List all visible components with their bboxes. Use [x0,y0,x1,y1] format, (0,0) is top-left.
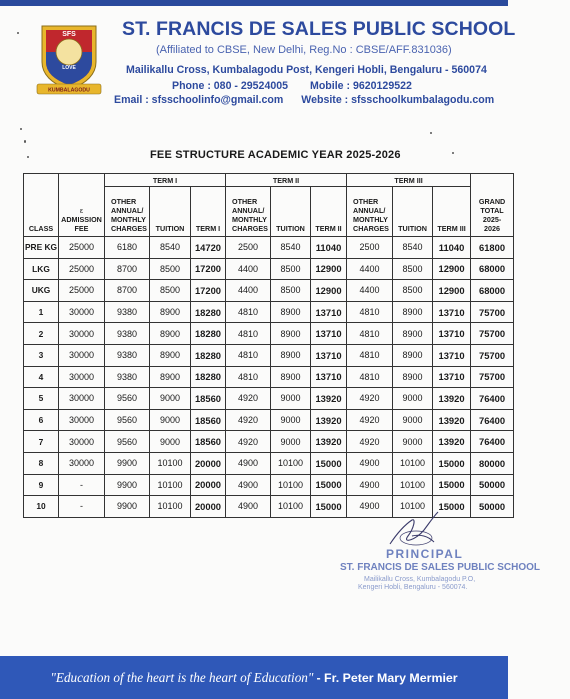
school-address: Mailikallu Cross, Kumbalagodu Post, Kengeri Hobli, Bengaluru - 560074 [126,64,487,76]
table-row [24,474,514,496]
class-cell: PRE KG [24,237,59,259]
fee-cell: 75700 [471,323,514,345]
table-row [24,258,514,280]
fee-cell: 8900 [393,301,433,323]
fee-label: FEE [74,224,89,233]
fee-cell: 9900 [105,452,150,474]
other-l3: MONTHLY [111,215,146,224]
class-cell: 1 [24,301,59,323]
class-cell: UKG [24,280,59,302]
fee-cell: 68000 [471,280,514,302]
fee-cell: 9560 [105,388,150,410]
fee-cell: 18280 [191,344,226,366]
fee-cell: 4920 [347,409,393,431]
table-row [24,237,514,259]
fee-cell: 8500 [271,280,311,302]
fee-cell: 11040 [311,237,347,259]
fee-cell: 4810 [347,323,393,345]
stamp-address-line2: Kengeri Hobli, Bengaluru - 560074. [358,584,468,591]
fee-cell: 9000 [393,431,433,453]
other-l1: OTHER [111,197,137,206]
fee-cell: 8500 [271,258,311,280]
fee-cell: 4920 [226,388,271,410]
fee-cell: 18280 [191,366,226,388]
term3-group-header: TERM III [347,174,471,187]
fee-cell: 13710 [433,301,471,323]
year-label-1: 2025- [482,215,502,224]
other-l3: MONTHLY [353,215,388,224]
fee-cell: 8900 [271,323,311,345]
fee-cell: 8700 [105,258,150,280]
fee-cell: 13710 [311,301,347,323]
fee-cell: 80000 [471,452,514,474]
fee-cell: 13710 [311,366,347,388]
table-row [24,280,514,302]
other-l2: ANNUAL/ [111,206,144,215]
fee-cell: 8500 [393,280,433,302]
fee-cell: 8900 [393,323,433,345]
fee-cell: 18560 [191,431,226,453]
table-row [24,344,514,366]
admission-label: ADMISSION [61,215,102,224]
fee-cell: 13710 [311,323,347,345]
class-cell: 2 [24,323,59,345]
fee-cell: 10100 [271,496,311,518]
fee-cell: 25000 [59,258,105,280]
fee-cell: 4920 [226,431,271,453]
fee-cell: 8540 [393,237,433,259]
table-row [24,409,514,431]
top-rule [0,0,508,6]
fee-cell: 15000 [311,496,347,518]
phone-number: Phone : 080 - 29524005 [172,80,289,92]
logo-banner: KUMBALAGODU [48,87,90,94]
fee-cell: 4920 [347,431,393,453]
term-header-row [24,174,514,187]
fee-cell: 30000 [59,409,105,431]
fee-cell: 9380 [105,323,150,345]
tuition-header-t2: TUITION [271,187,311,237]
fee-cell: 68000 [471,258,514,280]
fee-cell: 76400 [471,388,514,410]
other-l2: ANNUAL/ [353,206,386,215]
fee-cell: 8900 [393,344,433,366]
document-title: FEE STRUCTURE ACADEMIC YEAR 2025-2026 [150,149,401,161]
fee-cell: 4920 [347,388,393,410]
term1-group-header: TERM I [105,174,226,187]
total-label: TOTAL [480,206,504,215]
class-cell: 5 [24,388,59,410]
fee-cell: 9000 [271,388,311,410]
fee-cell: 13710 [433,366,471,388]
fee-cell: 18280 [191,323,226,345]
fee-cell: 30000 [59,388,105,410]
other-charges-header-t3 [347,187,393,237]
fee-cell: 61800 [471,237,514,259]
fee-cell: - [59,496,105,518]
fee-cell: 4400 [226,258,271,280]
fee-cell: 13710 [433,323,471,345]
fee-cell: 15000 [311,452,347,474]
fee-cell: 9000 [271,431,311,453]
fee-cell: 4900 [347,474,393,496]
footer-author: - Fr. Peter Mary Mermier [316,670,458,685]
fee-cell: 8700 [105,280,150,302]
other-l4: CHARGES [353,224,389,233]
grand-total-header [471,174,514,237]
table-row [24,388,514,410]
fee-cell: 6180 [105,237,150,259]
fee-cell: 14720 [191,237,226,259]
fee-cell: 9900 [105,474,150,496]
other-l4: CHARGES [232,224,268,233]
term1-total-header: TERM I [191,187,226,237]
fee-cell: 17200 [191,258,226,280]
fee-cell: 18560 [191,388,226,410]
term2-total-header: TERM II [311,187,347,237]
fee-cell: 8900 [271,344,311,366]
fee-cell: 12900 [311,280,347,302]
fee-cell: 4900 [226,452,271,474]
fee-cell: 20000 [191,452,226,474]
mobile-number: Mobile : 9620129522 [310,80,412,92]
fee-cell: 9000 [150,431,191,453]
fee-cell: 4810 [347,301,393,323]
fee-cell: 4900 [226,474,271,496]
fee-cell: 8900 [150,366,191,388]
fee-cell: 8900 [271,301,311,323]
affiliation: (Affiliated to CBSE, New Delhi, Reg.No : CBSE/AFF.831036) [156,44,452,56]
fee-cell: 15000 [311,474,347,496]
fee-cell: 30000 [59,431,105,453]
footer-quote: "Education of the heart is the heart of Education" [50,669,314,685]
admission-fee-header [59,174,105,237]
fee-cell: 13710 [311,344,347,366]
table-row [24,366,514,388]
fee-cell: 13920 [311,388,347,410]
fee-cell: 4810 [226,344,271,366]
fee-cell: 8900 [271,366,311,388]
fee-cell: 4810 [226,323,271,345]
fee-cell: 75700 [471,344,514,366]
class-cell: 6 [24,409,59,431]
fee-cell: 10100 [393,496,433,518]
table-row [24,431,514,453]
table-row [24,323,514,345]
fee-cell: 8900 [150,344,191,366]
tuition-header-t1: TUITION [150,187,191,237]
other-l1: OTHER [232,197,258,206]
fee-cell: 13920 [311,431,347,453]
fee-cell: 4400 [347,280,393,302]
fee-cell: 10100 [150,452,191,474]
fee-cell: 30000 [59,366,105,388]
fee-cell: 13710 [433,344,471,366]
other-charges-header-t2 [226,187,271,237]
fee-cell: 4810 [226,301,271,323]
fee-cell: 10100 [271,452,311,474]
class-cell: 3 [24,344,59,366]
fee-cell: 8500 [150,258,191,280]
fee-cell: 8500 [150,280,191,302]
fee-cell: 25000 [59,280,105,302]
fee-cell: 8500 [393,258,433,280]
fee-cell: 10100 [393,452,433,474]
fee-cell: 50000 [471,474,514,496]
term2-group-header: TERM II [226,174,347,187]
school-logo [36,22,102,96]
fee-cell: 15000 [433,496,471,518]
fee-cell: 11040 [433,237,471,259]
class-cell: 9 [24,474,59,496]
other-l3: MONTHLY [232,215,267,224]
fee-cell: 9000 [150,409,191,431]
fee-cell: 4900 [347,452,393,474]
table-row [24,452,514,474]
contact-phones [172,80,570,92]
class-cell: 4 [24,366,59,388]
fee-cell: 2500 [226,237,271,259]
class-header: CLASS [24,174,59,237]
fee-structure-table [23,173,514,518]
fee-cell: 8900 [393,366,433,388]
fee-cell: 20000 [191,474,226,496]
other-charges-header-t1 [105,187,150,237]
fee-cell: 30000 [59,452,105,474]
table-row [24,301,514,323]
fee-cell: 4810 [347,344,393,366]
fee-cell: 13920 [311,409,347,431]
fee-cell: 10100 [393,474,433,496]
fee-cell: 17200 [191,280,226,302]
contact-online [114,94,512,106]
fee-cell: 9380 [105,366,150,388]
fee-cell: 12900 [433,280,471,302]
class-cell: 8 [24,452,59,474]
fee-cell: 9380 [105,344,150,366]
principal-title: PRINCIPAL [386,547,464,561]
fee-cell: 2500 [347,237,393,259]
fee-cell: 4400 [347,258,393,280]
admission-mark: ε [79,206,84,215]
fee-cell: 4900 [347,496,393,518]
fee-cell: 9900 [105,496,150,518]
fee-cell: 8900 [150,301,191,323]
fee-cell: 9000 [393,409,433,431]
class-cell: LKG [24,258,59,280]
footer-banner [0,656,508,699]
fee-cell: 10100 [271,474,311,496]
fee-cell: 75700 [471,366,514,388]
fee-cell: 50000 [471,496,514,518]
term3-total-header: TERM III [433,187,471,237]
fee-cell: 9380 [105,301,150,323]
fee-cell: 18560 [191,409,226,431]
logo-initials: SFS [62,31,76,38]
fee-cell: 13920 [433,431,471,453]
fee-cell: 30000 [59,344,105,366]
fee-cell: 8900 [150,323,191,345]
fee-cell: 9560 [105,431,150,453]
fee-cell: 13920 [433,388,471,410]
other-l4: CHARGES [111,224,147,233]
fee-cell: 75700 [471,301,514,323]
fee-cell: 15000 [433,474,471,496]
fee-cell: 10100 [150,474,191,496]
fee-cell: 9000 [150,388,191,410]
fee-cell: 4810 [226,366,271,388]
fee-cell: 25000 [59,237,105,259]
other-l1: OTHER [353,197,379,206]
fee-cell: - [59,474,105,496]
fee-cell: 8540 [150,237,191,259]
fee-cell: 18280 [191,301,226,323]
fee-cell: 15000 [433,452,471,474]
fee-cell: 76400 [471,409,514,431]
grand-label: GRAND [478,197,506,206]
year-label-2: 2026 [484,224,501,233]
class-cell: 10 [24,496,59,518]
email-address: Email : sfsschoolinfo@gmail.com [114,94,284,106]
fee-cell: 12900 [433,258,471,280]
fee-cell: 12900 [311,258,347,280]
fee-cell: 9000 [393,388,433,410]
stamp-address-line1: Mailikallu Cross, Kumbalagodu P.O, [364,576,476,583]
fee-cell: 20000 [191,496,226,518]
fee-cell: 30000 [59,301,105,323]
fee-cell: 13920 [433,409,471,431]
other-l2: ANNUAL/ [232,206,265,215]
fee-cell: 9560 [105,409,150,431]
fee-cell: 4900 [226,496,271,518]
logo-motto: LOVE [62,65,76,71]
fee-cell: 10100 [150,496,191,518]
fee-cell: 76400 [471,431,514,453]
class-cell: 7 [24,431,59,453]
fee-cell: 30000 [59,323,105,345]
tuition-header-t3: TUITION [393,187,433,237]
fee-cell: 9000 [271,409,311,431]
fee-cell: 4920 [226,409,271,431]
fee-cell: 4810 [347,366,393,388]
website-address: Website : sfsschoolkumbalagodu.com [301,94,495,106]
fee-cell: 8540 [271,237,311,259]
fee-cell: 4400 [226,280,271,302]
fee-rows [24,237,514,518]
school-name: ST. FRANCIS DE SALES PUBLIC SCHOOL [122,18,516,40]
stamp-school-name: ST. FRANCIS DE SALES PUBLIC SCHOOL [340,562,541,573]
